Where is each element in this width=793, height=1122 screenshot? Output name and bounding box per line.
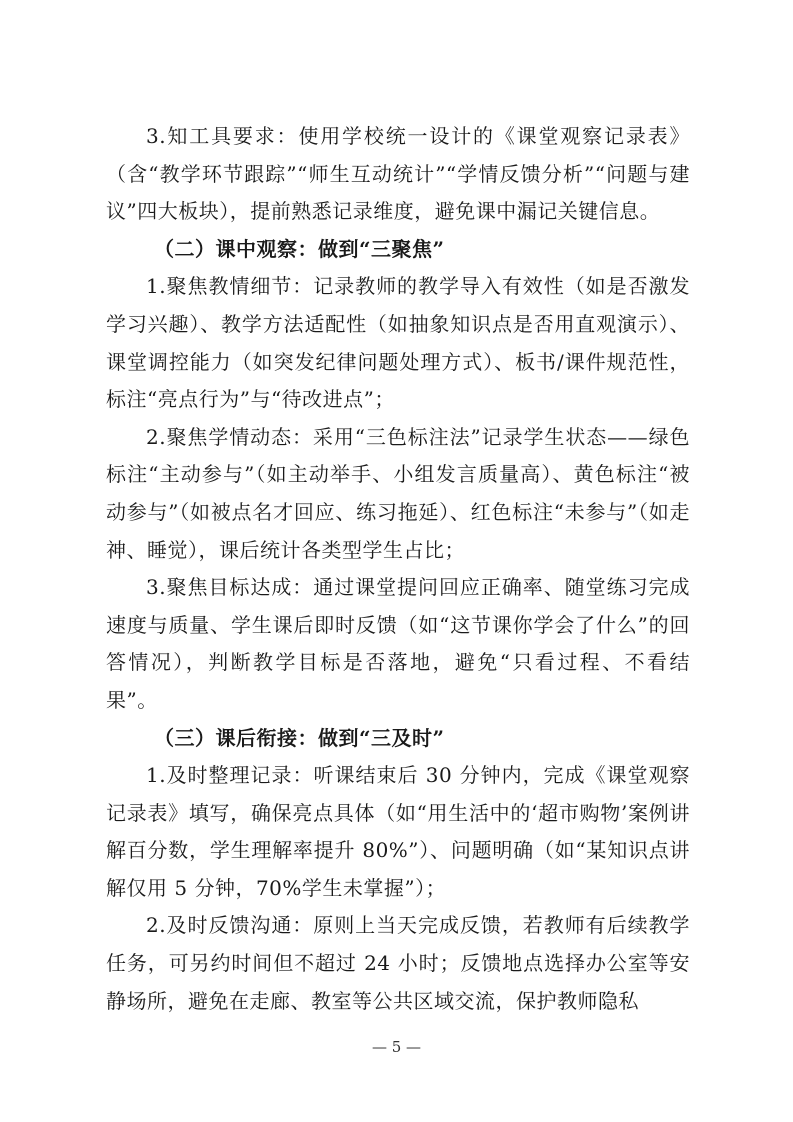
paragraph-organize-records: 1.及时整理记录：听课结束后 30 分钟内，完成《课堂观察记录表》填写，确保亮点具体（如“用生活中的‘超市购物’案例讲解百分数，学生理解率提升 80%”）、问题明确（如“某知识点讲解仅用 5 分钟，70%学生未掌握”）； <box>106 763 690 900</box>
page-number: — 5 — <box>371 1038 422 1056</box>
paragraph-feedback-communication: 2.及时反馈沟通：原则上当天完成反馈，若教师有后续教学任务，可另约时间但不超过 24 小时；反馈地点选择办公室等安静场所，避免在走廊、教室等公共区域交流，保护教师隐私 <box>106 913 690 1013</box>
paragraph-student-dynamics: 2.聚焦学情动态：采用“三色标注法”记录学生状态——绿色标注“主动参与”（如主动举手、小组发言质量高）、黄色标注“被动参与”（如被点名才回应、练习拖延）、红色标注“未参与”（如走神、睡觉），课后统计各类型学生占比； <box>106 424 690 562</box>
paragraph-goal-achievement: 3.聚焦目标达成：通过课堂提问回应正确率、随堂练习完成速度与质量、学生课后即时反馈（如“这节课你学会了什么”的回答情况），判断教学目标是否落地，避免“只看过程、不看结果”。 <box>106 575 690 712</box>
section-heading-after-class: （三）课后衔接：做到“三及时” <box>154 725 445 750</box>
section-heading-in-class-observation: （二）课中观察：做到“三聚焦” <box>154 236 445 261</box>
paragraph-tool-requirement: 3.知工具要求：使用学校统一设计的《课堂观察记录表》（含“教学环节跟踪”“师生互动统计”“学情反馈分析”“问题与建议”四大板块），提前熟悉记录维度，避免课中漏记关键信息。 <box>106 124 690 224</box>
document-body <box>106 118 690 1020</box>
paragraph-teaching-details: 1.聚焦教情细节：记录教师的教学导入有效性（如是否激发学习兴趣）、教学方法适配性（如抽象知识点是否用直观演示）、课堂调控能力（如突发纪律问题处理方式）、板书/课件规范性，标注“亮点行为”与“待改进点”； <box>106 274 690 412</box>
